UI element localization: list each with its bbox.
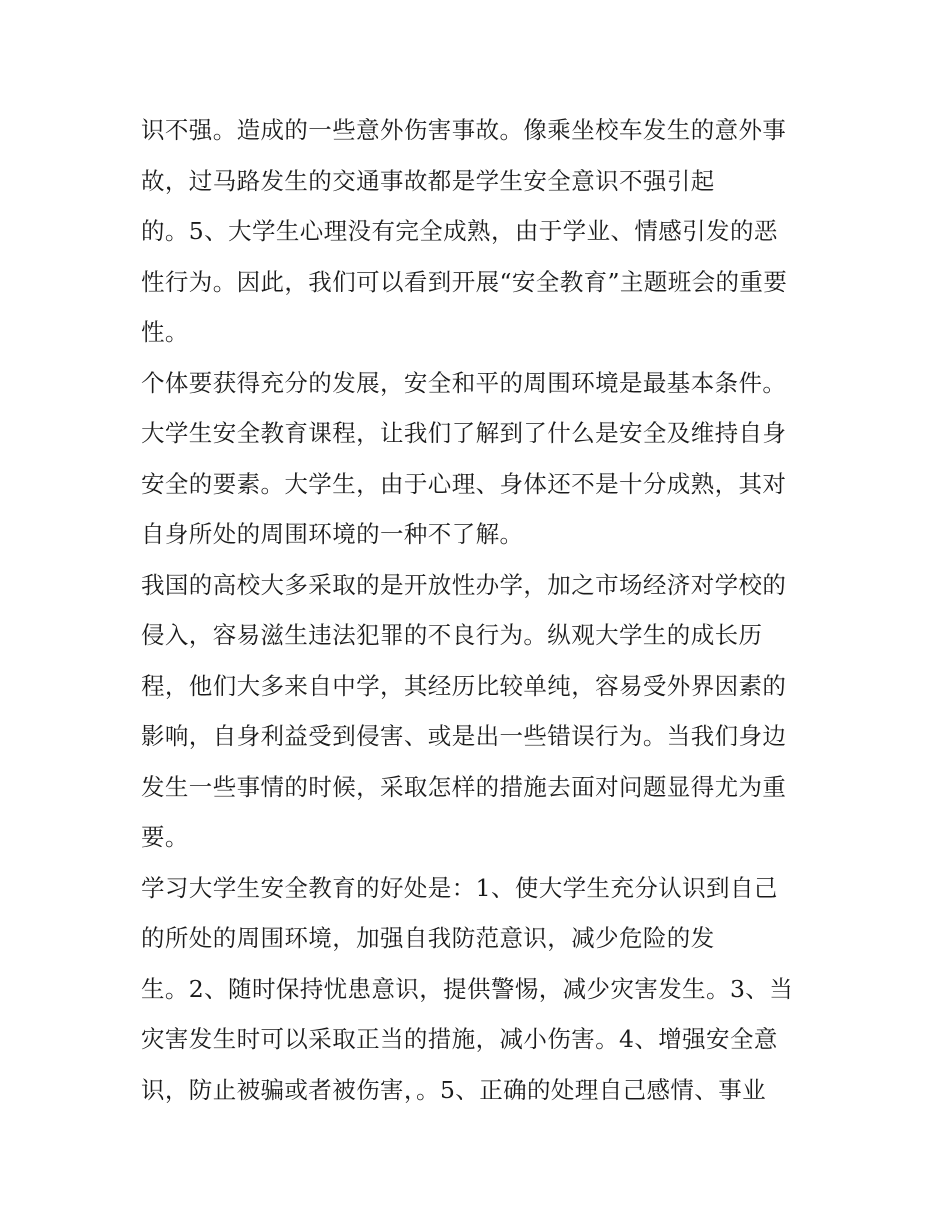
text-line: 影响，自身利益受到侵害、或是出一些错误行为。当我们身边 — [141, 722, 787, 750]
text-line: 发生一些事情的时候，采取怎样的措施去面对问题显得尤为重 — [141, 772, 787, 801]
text-line: 的所处的周围环境，加强自我防范意识，减少危险的发 — [141, 924, 715, 952]
text-line: 识不强。造成的一些意外伤害事故。像乘坐校车发生的意外事 — [141, 116, 787, 144]
text-line: 性。 — [141, 318, 189, 346]
text-line: 识，防止被骗或者被伤害，。5、正确的处理自己感情、事业 — [141, 1075, 767, 1104]
text-line: 自身所处的周围环境的一种不了解。 — [141, 520, 524, 548]
text-line: 性行为。因此，我们可以看到开展“安全教育”主题班会的重要 — [141, 267, 788, 296]
text-line: 要。 — [141, 823, 189, 851]
text-line: 我国的高校大多采取的是开放性办学，加之市场经济对学校的 — [141, 570, 787, 599]
text-line: 程，他们大多来自中学，其经历比较单纯，容易受外界因素的 — [141, 671, 787, 700]
document-body — [141, 105, 821, 1115]
text-line: 故，过马路发生的交通事故都是学生安全意识不强引起 — [141, 166, 715, 195]
text-line: 大学生安全教育课程，让我们了解到了什么是安全及维持自身 — [141, 419, 787, 447]
text-line: 学习大学生安全教育的好处是：1、使大学生充分认识到自己 — [141, 873, 778, 902]
text-line: 生。2、随时保持忧患意识，提供警惕，减少灾害发生。3、当 — [141, 974, 794, 1003]
text-line: 安全的要素。大学生，由于心理、身体还不是十分成熟，其对 — [141, 469, 787, 498]
text-line: 灾害发生时可以采取正当的措施，减小伤害。4、增强安全意 — [141, 1025, 778, 1053]
text-line: 侵入，容易滋生违法犯罪的不良行为。纵观大学生的成长历 — [141, 621, 763, 649]
text-line: 个体要获得充分的发展，安全和平的周围环境是最基本条件。 — [141, 368, 787, 397]
text-line: 的。5、大学生心理没有完全成熟，由于学业、情感引发的恶 — [141, 217, 778, 245]
